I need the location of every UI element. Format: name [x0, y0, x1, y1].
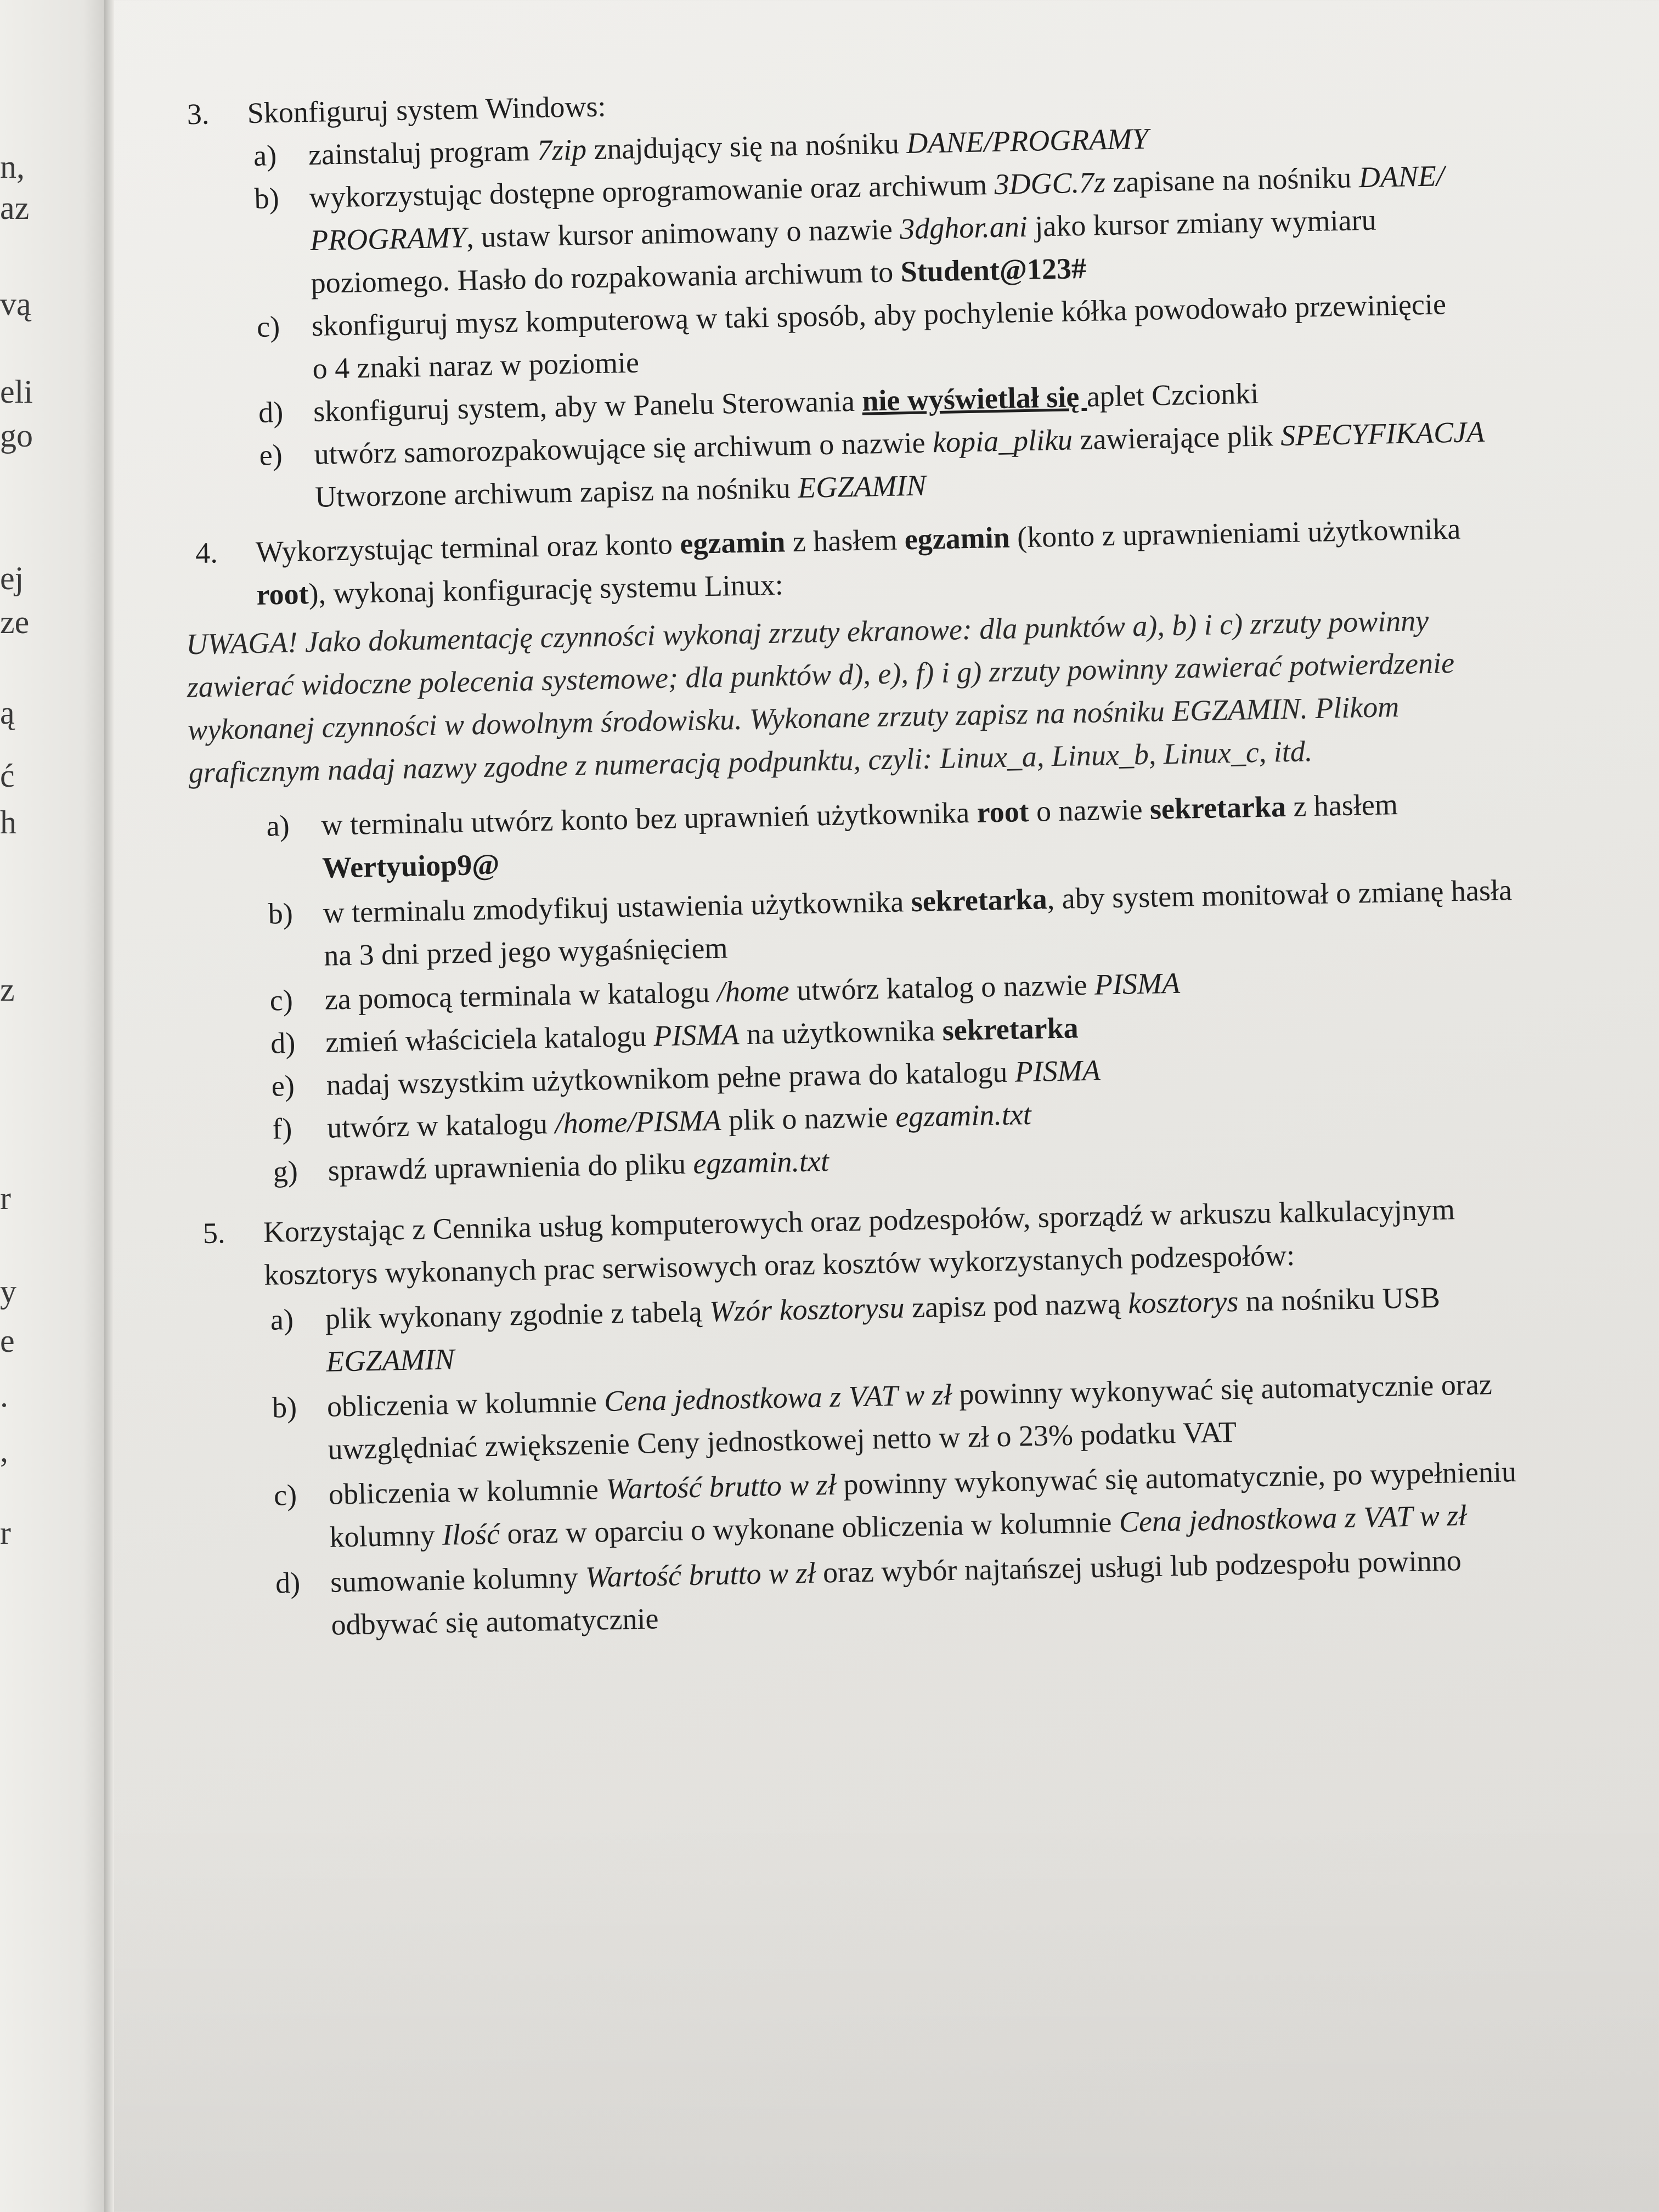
task-4-intro-line-1: Wykorzystując terminal oraz konto egzamin z hasłem egzamin (konto z uprawnieniami użytkownika [255, 512, 1461, 568]
task-5a-line-1: plik wykonany zgodnie z tabelą Wzór kosztorysu zapisz pod nazwą kosztorys na nośniku USB [325, 1280, 1441, 1335]
item-label: e) [271, 1069, 295, 1103]
left-page-edge [0, 0, 104, 2212]
item-label: g) [273, 1154, 298, 1188]
task-4c-text: za pomocą terminala w katalogu /home utwórz katalog o nazwie PISMA [324, 966, 1181, 1016]
item-label: b) [268, 896, 294, 930]
margin-fragment: eli [0, 374, 33, 410]
item-label: a) [253, 139, 277, 172]
task-4a-line-2: Wertyuiop9@ [321, 848, 500, 884]
task-3b-line-1: wykorzystując dostępne oprogramowanie oraz archiwum 3DGC.7z zapisane na nośniku DANE/ [309, 159, 1445, 214]
item-label: d) [258, 395, 284, 429]
task-3c-line-2: o 4 znaki naraz w poziomie [312, 346, 640, 385]
task-3e-line-1: utwórz samorozpakowujące się archiwum o nazwie kopia_pliku zawierające plik SPECYFIKACJA [314, 415, 1485, 471]
task-number: 3. [187, 97, 210, 131]
task-4-note-line-4: graficznym nadaj nazwy zgodne z numeracją podpunktu, czyli: Linux_a, Linux_b, Linux_c, itd. [188, 735, 1313, 789]
task-4b-line-2: na 3 dni przed jego wygaśnięciem [323, 931, 728, 972]
task-3b-line-2: PROGRAMY, ustaw kursor animowany o nazwie 3dghor.ani jako kursor zmiany wymiaru [309, 203, 1377, 257]
item-label: c) [273, 1478, 297, 1512]
task-heading: Skonfiguruj system Windows: [247, 89, 607, 130]
task-3e-line-2: Utworzone archiwum zapisz na nośniku EGZAMIN [314, 469, 927, 514]
task-number: 5. [202, 1216, 225, 1250]
task-4-note-line-3: wykonanej czynności w dowolnym środowisku. Wykonane zrzuty zapisz na nośniku EGZAMIN. Plikom [187, 690, 1400, 747]
task-5a-line-2: EGZAMIN [325, 1342, 455, 1378]
margin-fragment: az [0, 190, 30, 226]
task-4d-text: zmień właściciela katalogu PISMA na użytkownika sekretarka [325, 1011, 1079, 1059]
item-label: f) [272, 1111, 292, 1146]
item-label: d) [275, 1566, 301, 1600]
task-number: 4. [195, 536, 218, 570]
task-3d-text: skonfiguruj system, aby w Panelu Sterowania nie wyświetlał się aplet Czcionki [313, 376, 1259, 428]
margin-fragment: ą [0, 695, 15, 731]
margin-fragment: r [0, 1180, 11, 1216]
item-label: a) [270, 1302, 294, 1336]
task-4f-text: utwórz w katalogu /home/PISMA plik o nazwie egzamin.txt [326, 1098, 1032, 1144]
task-4-note-line-2: zawierać widoczne polecenia systemowe; dla punktów d), e), f) i g) zrzuty powinny zawierać potwierdzenie [187, 646, 1455, 704]
item-label: c) [256, 310, 280, 343]
margin-fragment: z [0, 972, 15, 1008]
margin-fragment: r [0, 1515, 11, 1551]
task-4-note-line-1: UWAGA! Jako dokumentację czynności wykonaj zrzuty ekranowe: dla punktów a), b) i c) zrzuty powinny [185, 603, 1429, 661]
task-4e-text: nadaj wszystkim użytkownikom pełne prawa do katalogu PISMA [326, 1053, 1101, 1102]
margin-fragment: n, [0, 149, 25, 185]
task-3 [165, 65, 1658, 514]
margin-fragment: ze [0, 604, 30, 640]
task-4a-line-1: w terminalu utwórz konto bez uprawnień użytkownika root o nazwie sekretarka z hasłem [321, 788, 1398, 842]
task-5c-line-2: kolumny Ilość oraz w oparciu o wykonane obliczenia w kolumnie Cena jednostkowa z VAT w zł [329, 1498, 1467, 1554]
task-5c-line-1: obliczenia w kolumnie Wartość brutto w zł powinny wykonywać się automatycznie, po wypełnieniu [328, 1455, 1517, 1511]
item-label: b) [254, 182, 280, 215]
item-label: b) [272, 1390, 297, 1424]
task-5b-line-1: obliczenia w kolumnie Cena jednostkowa z VAT w zł powinny wykonywać się automatycznie oraz [326, 1367, 1493, 1423]
margin-fragment: ć [0, 758, 15, 794]
margin-fragment: go [0, 417, 33, 454]
task-3b-line-3: poziomego. Hasło do rozpakowania archiwum to Student@123# [311, 251, 1087, 300]
task-5-intro-line-2: kosztorys wykonanych prac serwisowych oraz kosztów wykorzystanych podzespołów: [263, 1238, 1295, 1291]
item-label: d) [270, 1026, 296, 1060]
task-4-intro-line-2: root), wykonaj konfigurację systemu Linux: [256, 568, 784, 611]
task-5b-line-2: uwzględniać zwiększenie Ceny jednostkowej netto w zł o 23% podatku VAT [327, 1415, 1237, 1466]
margin-fragment: ej [0, 560, 24, 596]
task-4b-line-1: w terminalu zmodyfikuj ustawienia użytkownika sekretarka, aby system monitował o zmianę hasła [323, 873, 1513, 929]
margin-fragment: y [0, 1273, 16, 1310]
margin-fragment: . [0, 1378, 8, 1414]
task-3c-line-1: skonfiguruj mysz komputerową w taki sposób, aby pochylenie kółka powodowało przewinięcie [311, 287, 1447, 342]
margin-fragment: e [0, 1323, 15, 1359]
page-shading [114, 1810, 1659, 2212]
document-page [165, 65, 1659, 1849]
task-5d-line-1: sumowanie kolumny Wartość brutto w zł oraz wybór najtańszej usługi lub podzespołu powinno [330, 1544, 1462, 1599]
item-label: e) [259, 438, 283, 472]
task-3a-text: zainstaluj program 7zip znajdujący się na nośniku DANE/PROGRAMY [308, 122, 1149, 171]
margin-fragment: h [0, 804, 16, 840]
task-5d-line-2: odbywać się automatycznie [331, 1602, 659, 1641]
item-label: a) [266, 809, 290, 843]
margin-fragment: , [0, 1432, 8, 1469]
item-label: c) [269, 983, 294, 1017]
task-4g-text: sprawdź uprawnienia do pliku egzamin.txt [328, 1144, 830, 1187]
task-5-intro-line-1: Korzystając z Cennika usług komputerowych oraz podzespołów, sporządź w arkuszu kalkulacyjnym [263, 1193, 1455, 1249]
margin-fragment: vą [0, 286, 31, 322]
page-fold [104, 0, 114, 2212]
